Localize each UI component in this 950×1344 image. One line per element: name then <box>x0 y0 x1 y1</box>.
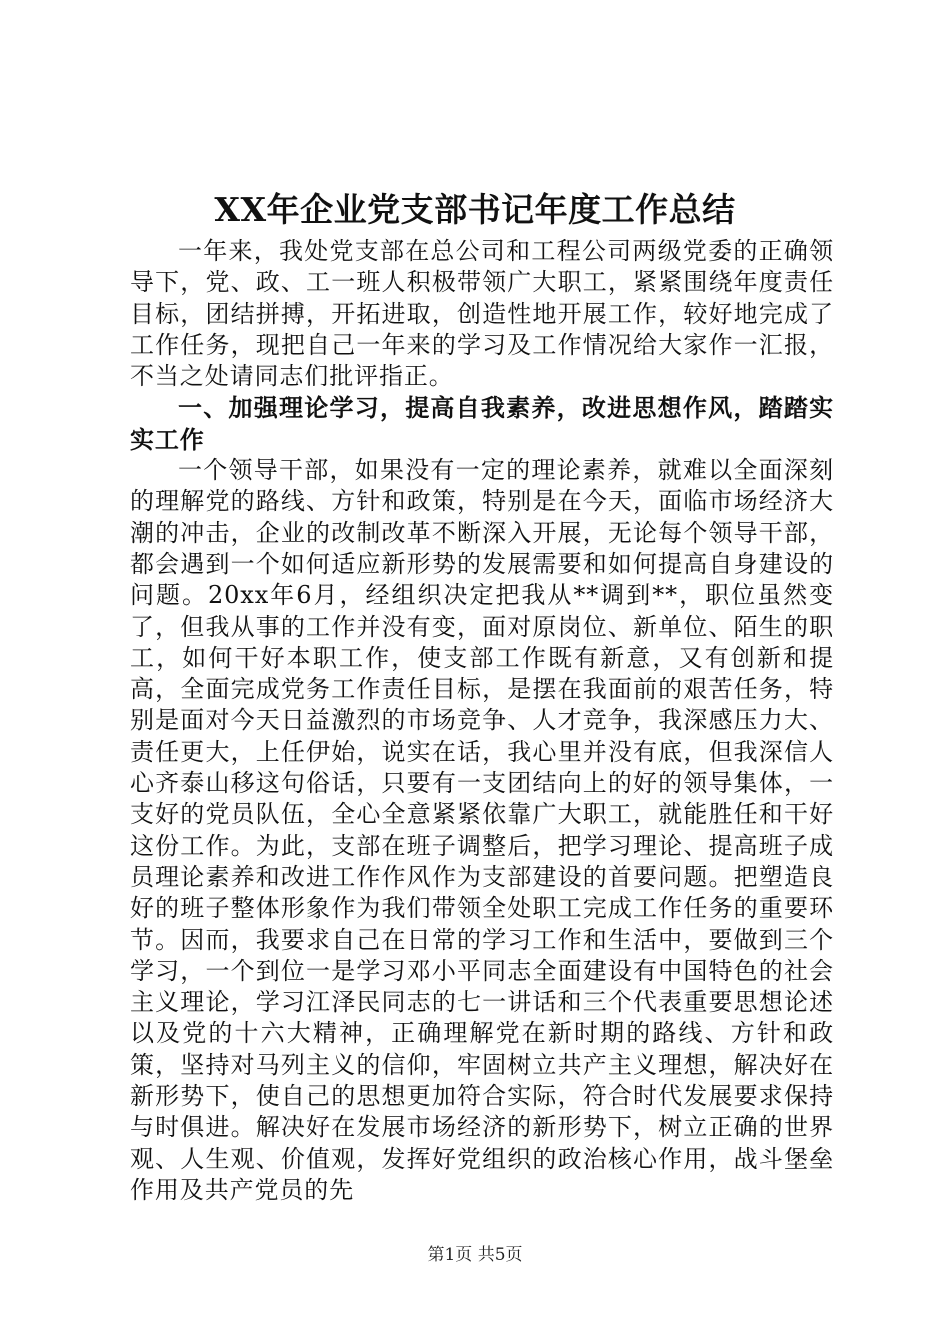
section-1-paragraph: 一个领导干部，如果没有一定的理论素养，就难以全面深刻的理解党的路线、方针和政策，特别是在今天，面临市场经济大潮的冲击，企业的改制改革不断深入开展，无论每个领导干部，都会遇到一个如何适应新形势的发展需要和如何提高自身建设的问题。20xx年6月，经组织决定把我从**调到**，职位虽然变了，但我从事的工作并没有变，面对原岗位、新单位、陌生的职工，如何干好本职工作，使支部工作既有新意，又有创新和提高，全面完成党务工作责任目标，是摆在我面前的艰苦任务，特别是面对今天日益激烈的市场竞争、人才竞争，我深感压力大、责任更大，上任伊始，说实在话，我心里并没有底，但我深信人心齐泰山移这句俗话，只要有一支团结向上的好的领导集体，一支好的党员队伍，全心全意紧紧依靠广大职工，就能胜任和干好这份工作。为此，支部在班子调整后，把学习理论、提高班子成员理论素养和改进工作作风作为支部建设的首要问题。把塑造良好的班子整体形象作为我们带领全处职工完成工作任务的重要环节。因而，我要求自己在日常的学习工作和生活中，要做到三个学习，一个到位一是学习邓小平同志全面建设有中国特色的社会主义理论，学习江泽民同志的七一讲话和三个代表重要思想论述以及党的十六大精神，正确理解党在新时期的路线、方针和政策，坚持对马列主义的信仰，牢固树立共产主义理想，解决好在新形势下，使自己的思想更加符合实际，符合时代发展要求保持与时俱进。解决好在发展市场经济的新形势下，树立正确的世界观、人生观、价值观，发挥好党组织的政治核心作用，战斗堡垒作用及共产党员的先 <box>130 456 834 1204</box>
intro-paragraph: 一年来，我处党支部在总公司和工程公司两级党委的正确领导下，党、政、工一班人积极带领广大职工，紧紧围绕年度责任目标，团结拼搏，开拓进取，创造性地开展工作，较好地完成了工作任务，现把自己一年来的学习及工作情况给大家作一汇报，不当之处请同志们批评指正。 <box>130 237 834 391</box>
document-body <box>130 236 834 1206</box>
page-number-footer: 第1页 共5页 <box>427 1245 523 1265</box>
document-title: XX年企业党支部书记年度工作总结 <box>214 190 736 229</box>
section-heading-1: 一、加强理论学习，提高自我素养，改进思想作风，踏踏实实工作 <box>130 393 834 454</box>
